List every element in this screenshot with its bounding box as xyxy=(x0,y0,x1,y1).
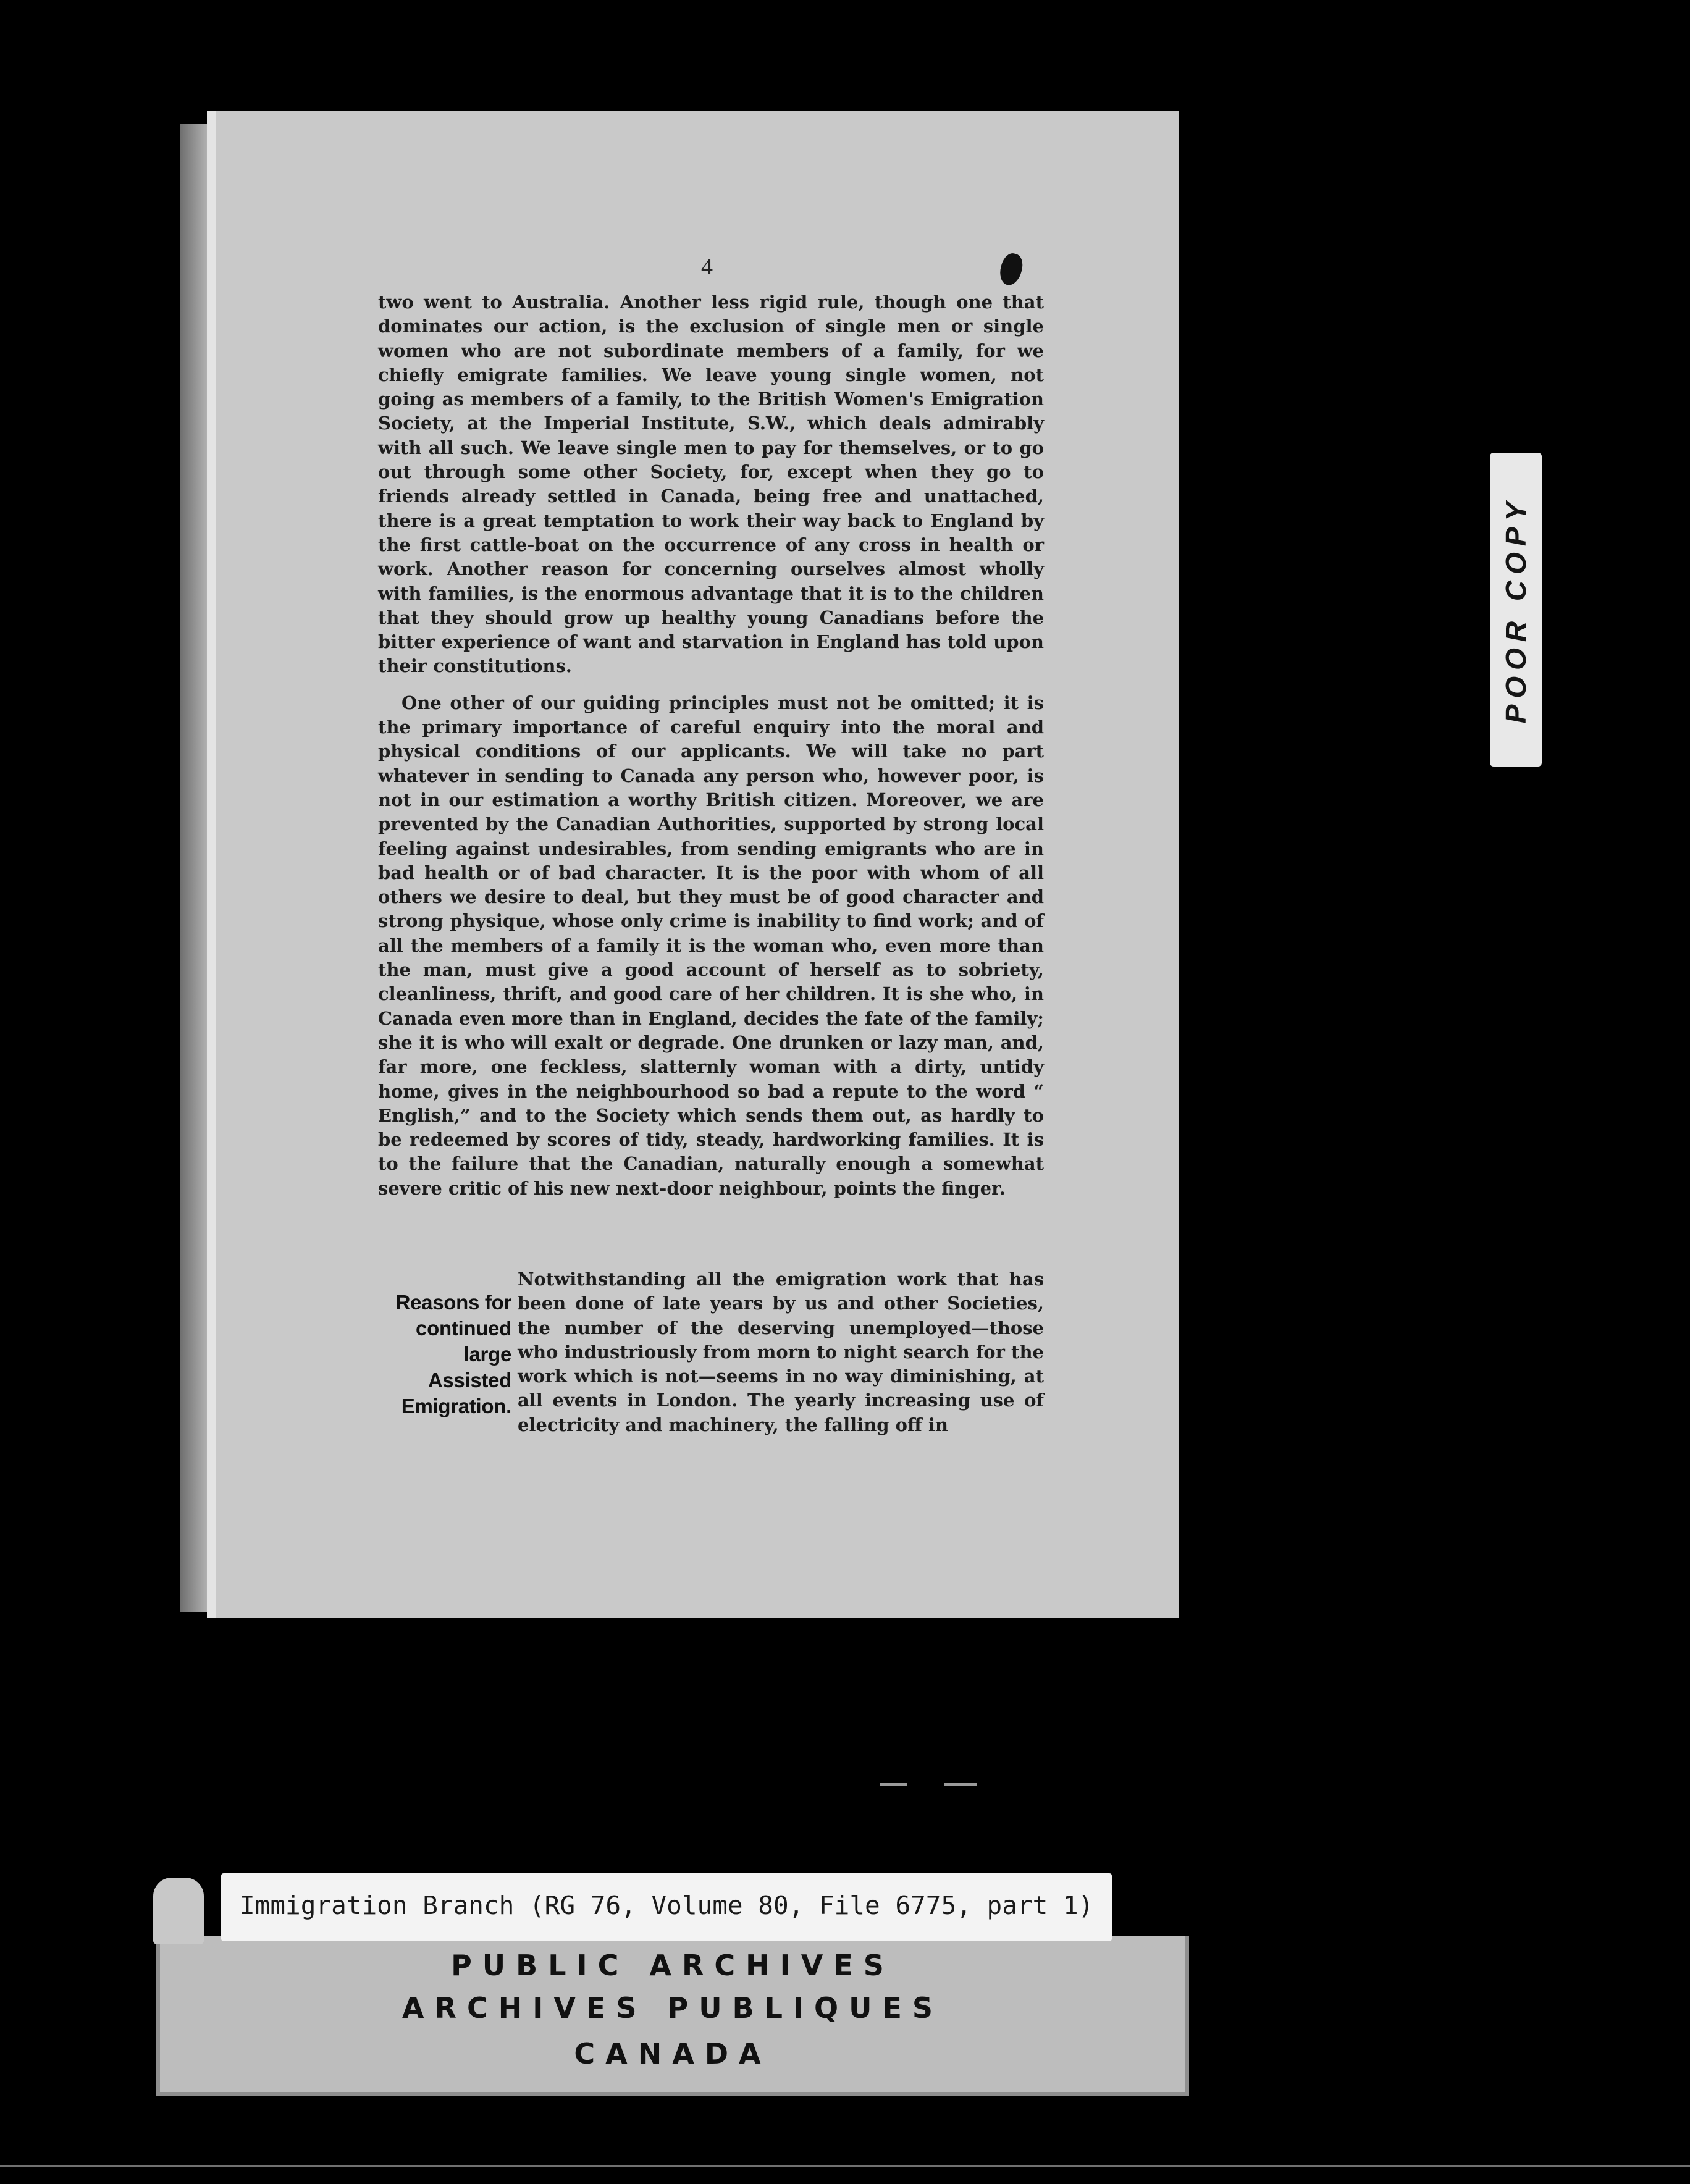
archives-stamp-line-2: ARCHIVES PUBLIQUES xyxy=(401,1991,944,2025)
page-number: 4 xyxy=(701,254,713,280)
body-text xyxy=(378,290,1044,1201)
paragraph-2: One other of our guiding principles must not be omitted; it is the primary importance of careful enquiry into the moral and physical conditions of our applicants. We will take no part whatever in sending to Canada any person who, however poor, is not in our estimation a worthy British citizen. Moreover, we are prevented by the Canadian Authorities, supported by strong local feeling against undesirables, from sending emigrants who are in bad health or of bad character. It is the poor with whom of all others we desire to deal, but they must be of good character and strong physique, whose only crime is inability to find work; and of all the members of a family it is the woman who, even more than the man, must give a good account of herself as to sobriety, cleanliness, thrift, and good care of her children. It is she who, in Canada even more than in England, decides the fate of the family; she it is who will exalt or degrade. One drunken or lazy man, and, far more, one feckless, slatternly woman with a dirty, untidy home, gives in the neighbourhood so bad a repute to the word “ English,” and to the Society which sends them out, as hardly to be redeemed by scores of tidy, steady, hardworking families. It is to the failure that the Canadian, naturally enough a somewhat severe critic of his new next-door neighbour, points the finger. xyxy=(378,692,1044,1199)
reference-label-text: Immigration Branch (RG 76, Volume 80, File 6775, part 1) xyxy=(240,1891,1094,1920)
paragraph-3: Notwithstanding all the emigration work that has been done of late years by us and other Societies, the number of the deserving unemployed—those who industriously from morn to night search for the work which is not—seems in no way diminishing, at all events in London. The yearly increasing use of electricity and machinery, the falling off in xyxy=(518,1269,1044,1435)
sidenote-line: continued xyxy=(416,1317,511,1340)
film-dash-mark xyxy=(944,1783,977,1786)
reference-label-tab xyxy=(153,1878,204,1944)
archives-stamp-line-1: PUBLIC ARCHIVES xyxy=(451,1949,894,1982)
page-edge-shadow xyxy=(180,124,210,1612)
sidenote-line: Reasons for xyxy=(395,1291,511,1314)
archives-stamp-line-3: CANADA xyxy=(574,2037,771,2070)
poor-copy-sticker xyxy=(1490,453,1542,766)
film-dash-mark xyxy=(880,1783,907,1786)
paragraph-3-block xyxy=(518,1267,1044,1437)
paragraph-1: two went to Australia. Another less rigid rule, though one that dominates our action, is the exclusion of single men or single women who are not subordinate members of a family, for we chiefly emigrate families. We leave young single women, not going as members of a family, to the British Women's Emigration Society, at the Imperial Institute, S.W., which deals admirably with all such. We leave single men to pay for themselves, or to go out through some other Society, for, except when they go to friends already settled in Canada, being free and unattached, there is a great temptation to work their way back to England by the first cattle-boat on the occurrence of any cross in health or work. Another reason for concerning ourselves almost wholly with families, is the enormous advantage that it is to the children that they should grow up healthy young Canadians before the bitter experience of want and starvation in England has told upon their constitutions. xyxy=(378,292,1044,677)
sidenote-line: Assisted xyxy=(427,1369,511,1392)
poor-copy-label: POOR COPY xyxy=(1500,495,1532,724)
sidenote-line: large xyxy=(463,1343,511,1366)
sidenote-line: Emigration. xyxy=(401,1395,511,1418)
film-bottom-rule xyxy=(0,2165,1690,2167)
archives-stamp xyxy=(156,1936,1189,2096)
reference-label xyxy=(221,1873,1112,1941)
margin-sidenote xyxy=(368,1290,511,1419)
